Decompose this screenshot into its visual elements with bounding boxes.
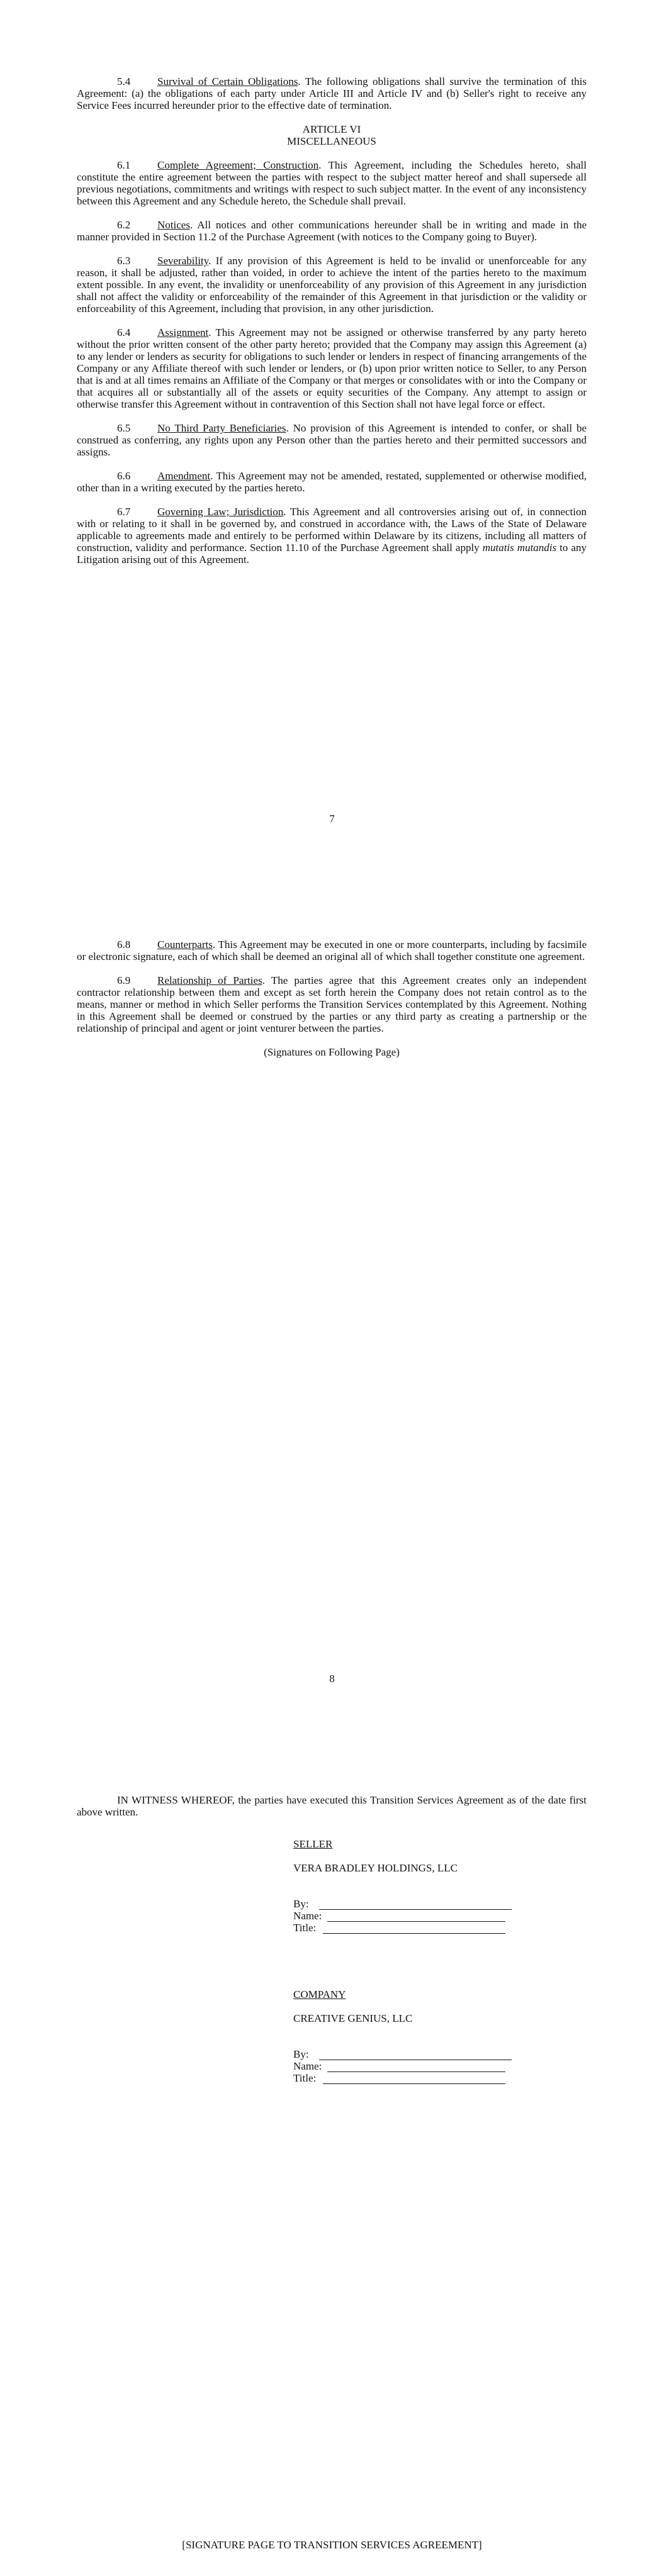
seller-signature-block bbox=[293, 1838, 520, 1934]
section-text: . This Agreement and all controversies arising out of, in connection with or relating to it shall in be governed by, and construed in accordance with, the Laws of the State of Delaware applicable to agreements made and entirely to be performed within Delaware by its citizens, including all matters of construction, validity and performance. Section 11.10 of the Purchase Agreement shall apply bbox=[77, 506, 587, 554]
document-page-7 bbox=[0, 0, 664, 881]
section-6-1 bbox=[77, 159, 587, 207]
section-number: 6.7 bbox=[117, 506, 131, 518]
section-title: Counterparts bbox=[157, 939, 213, 951]
section-title: Relationship of Parties bbox=[157, 974, 262, 986]
section-text: . If any provision of this Agreement is held to be invalid or unenforceable for any reason, it shall be adjusted, rather than voided, in order to achieve the intent of the parties hereto to the maximum extent possible. In any event, the invalidity or unenforceability of any provision of this Agreement in any jurisdiction shall not affect the validity or enforceability of the remainder of this Agreement in that jurisdiction or the validity or enforceability of this Agreement, including that provision, in any other jurisdiction. bbox=[77, 255, 587, 315]
name-label: Name: bbox=[293, 1910, 322, 1922]
section-text-end: to any Litigation arising out of this Agreement. bbox=[77, 542, 587, 566]
section-title: Complete Agreement; Construction bbox=[157, 159, 319, 171]
section-number: 6.1 bbox=[117, 159, 131, 171]
section-text: . The parties agree that this Agreement creates only an independent contractor relationship between them and except as set forth herein the Company does not retain control as to the means, manner or method in which Seller performs the Transition Services contemplated by this Agreement. Nothing in this Agreement shall be deemed or construed by the parties or any third party as creating a partnership or the relationship of principal and agent or joint venturer between the parties. bbox=[77, 974, 587, 1034]
signature-page bbox=[0, 1761, 664, 2576]
seller-title-line[interactable] bbox=[323, 1924, 505, 1934]
section-title: Notices bbox=[157, 219, 190, 231]
section-text: . This Agreement may be executed in one or more counterparts, including by facsimile or electronic signature, each of which shall be deemed an original all of which shall together constitute one agreement. bbox=[77, 939, 587, 962]
section-text: . This Agreement may not be assigned or otherwise transferred by any party hereto without the prior written consent of the other party hereto; provided that the Company may assign this Agreement (a) to any lender or lenders as security for obligations to such lender or lenders in respect of financing arrangements of the Company or any Affiliate thereof with such lender or lenders, or (b) upon prior written notice to Seller, to any Person that is and at all times remains an Affiliate of the Company or that merges or consolidates with or into the Company or that acquires all or substantially all of the assets or equity securities of the Company. Any attempt to assign or otherwise transfer this Agreement without in contravention of this Section shall not have legal force or effect. bbox=[77, 326, 587, 410]
company-by-row bbox=[293, 2048, 520, 2060]
by-label: By: bbox=[293, 1898, 309, 1910]
seller-entity: VERA BRADLEY HOLDINGS, LLC bbox=[293, 1862, 458, 1874]
section-6-2 bbox=[77, 219, 587, 243]
section-text: . This Agreement, including the Schedules hereto, shall constitute the entire agreement between the parties with respect to the subject matter hereof and shall supersede all previous negotiations, commitments and writings with respect to such subject matter. In the event of any inconsistency between this Agreement and any Schedule hereto, the Schedule shall prevail. bbox=[77, 159, 587, 207]
company-title-line[interactable] bbox=[323, 2074, 505, 2084]
article-title: MISCELLANEOUS bbox=[287, 135, 376, 147]
signatures-note: (Signatures on Following Page) bbox=[264, 1046, 400, 1058]
section-text: . This Agreement may not be amended, restated, supplemented or otherwise modified, other than in a writing executed by the parties hereto. bbox=[77, 470, 587, 494]
section-text: . The following obligations shall survive the termination of this Agreement: (a) the obligations of each party under Article III and Article IV and (b) Seller's right to receive any Service Fees incurred hereunder prior to the effective date of termination. bbox=[77, 75, 587, 111]
seller-heading: SELLER bbox=[293, 1838, 333, 1850]
section-title: Severability bbox=[157, 255, 209, 267]
page-number: 8 bbox=[329, 1673, 335, 1685]
section-text: . All notices and other communications hereunder shall be in writing and made in the manner provided in Section 11.2 of the Purchase Agreement (with notices to the Company going to Buyer). bbox=[77, 219, 587, 243]
section-6-7 bbox=[77, 506, 587, 566]
article-number: ARTICLE VI bbox=[302, 123, 361, 135]
section-title: No Third Party Beneficiaries bbox=[157, 422, 286, 434]
section-number: 6.5 bbox=[117, 422, 131, 434]
section-text-italic: mutatis mutandis bbox=[482, 542, 557, 554]
section-6-4 bbox=[77, 326, 587, 410]
section-title: Survival of Certain Obligations bbox=[157, 75, 298, 87]
page-8-body bbox=[77, 939, 587, 1058]
seller-name-row bbox=[293, 1910, 520, 1922]
section-title: Assignment bbox=[157, 326, 209, 338]
section-6-8 bbox=[77, 939, 587, 962]
company-signature-block bbox=[293, 1988, 520, 2084]
company-name-row bbox=[293, 2060, 520, 2072]
section-6-3 bbox=[77, 255, 587, 315]
company-signature-line[interactable] bbox=[319, 2050, 512, 2060]
section-6-6 bbox=[77, 470, 587, 494]
section-6-9 bbox=[77, 974, 587, 1034]
name-label: Name: bbox=[293, 2060, 322, 2072]
section-title: Governing Law; Jurisdiction bbox=[157, 506, 284, 518]
section-number: 6.4 bbox=[117, 326, 131, 338]
company-heading: COMPANY bbox=[293, 1988, 346, 2000]
witness-paragraph: IN WITNESS WHEREOF, the parties have executed this Transition Services Agreement as of the date first above written. bbox=[77, 1794, 587, 1818]
seller-by-row bbox=[293, 1898, 520, 1910]
seller-signature-line[interactable] bbox=[319, 1900, 512, 1910]
section-title: Amendment bbox=[157, 470, 211, 482]
section-number: 6.8 bbox=[117, 939, 131, 951]
title-label: Title: bbox=[293, 1922, 317, 1934]
section-number: 6.6 bbox=[117, 470, 131, 482]
signature-page-caption: [SIGNATURE PAGE TO TRANSITION SERVICES AGREEMENT] bbox=[182, 2539, 482, 2551]
company-title-row bbox=[293, 2072, 520, 2084]
section-number: 6.3 bbox=[117, 255, 131, 267]
seller-title-row bbox=[293, 1922, 520, 1934]
company-entity: CREATIVE GENIUS, LLC bbox=[293, 2012, 413, 2024]
page-number: 7 bbox=[329, 813, 335, 825]
section-6-5 bbox=[77, 422, 587, 458]
seller-name-line[interactable] bbox=[327, 1912, 505, 1922]
section-number: 6.9 bbox=[117, 974, 131, 986]
section-5-4 bbox=[77, 75, 587, 111]
section-number: 6.2 bbox=[117, 219, 131, 231]
company-name-line[interactable] bbox=[327, 2062, 505, 2072]
witness-paragraph-wrap bbox=[77, 1794, 587, 1818]
section-number: 5.4 bbox=[117, 75, 131, 87]
document-page-8 bbox=[0, 881, 664, 1761]
by-label: By: bbox=[293, 2048, 309, 2060]
title-label: Title: bbox=[293, 2072, 317, 2084]
page-7-body bbox=[77, 75, 587, 566]
section-text: . No provision of this Agreement is intended to confer, or shall be construed as conferring, any rights upon any Person other than the parties hereto and their permitted successors and assigns. bbox=[77, 422, 587, 458]
